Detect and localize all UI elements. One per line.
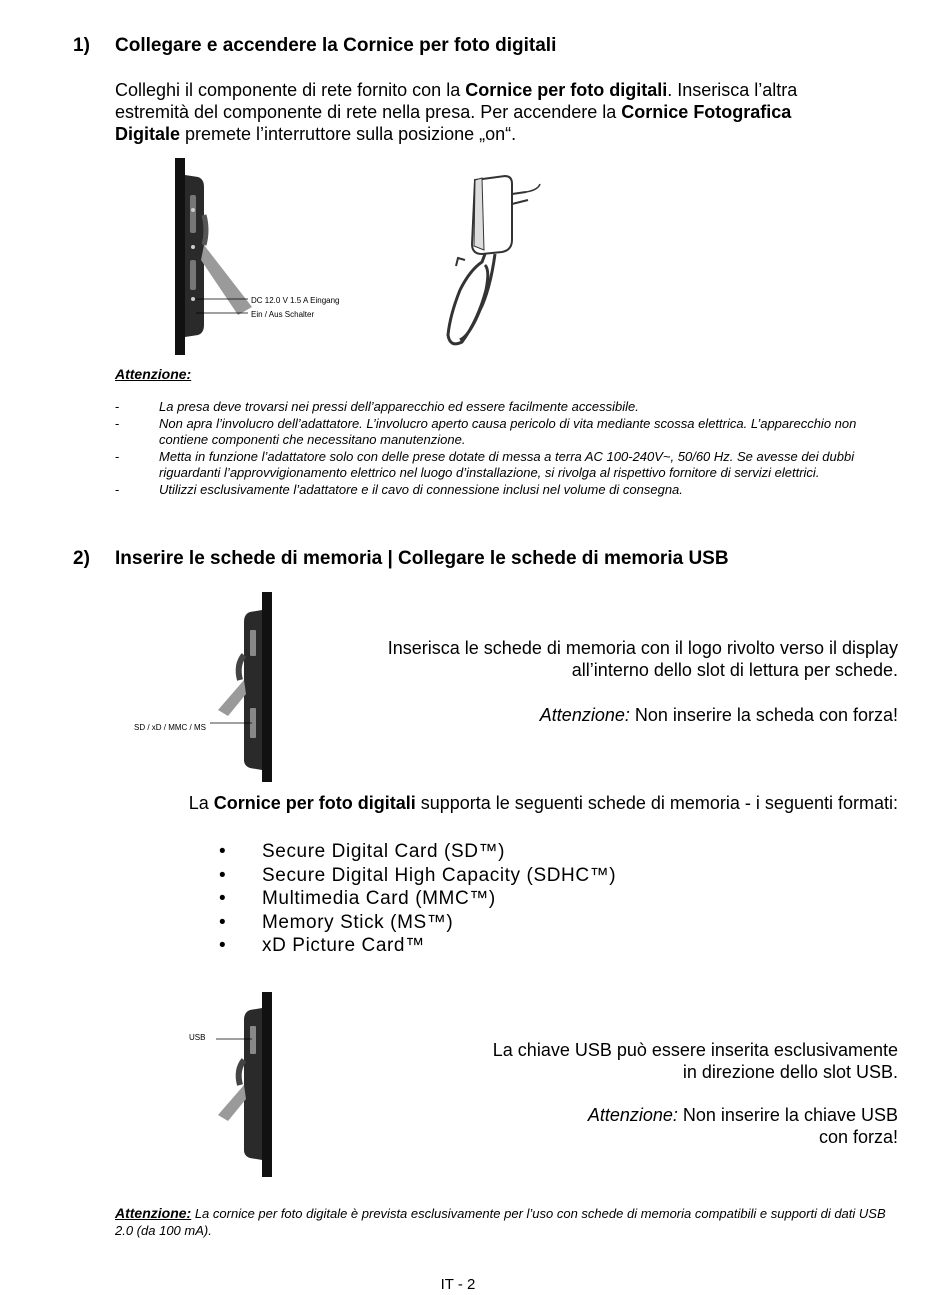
usb-slot-figure — [210, 990, 280, 1180]
dash: - — [115, 448, 120, 464]
bullet: • — [219, 864, 227, 886]
format-text: xD Picture Card™ — [262, 935, 425, 956]
figure-label-usb: USB — [189, 1033, 206, 1042]
figure-label-dc-input: DC 12.0 V 1.5 A Eingang — [251, 296, 340, 305]
para-seg-3: Cornice Fotografica Digitale — [115, 102, 792, 144]
section-1-number: 1) — [73, 35, 90, 56]
usb-attention-line-1 — [300, 1104, 898, 1126]
section-1-paragraph — [115, 79, 855, 145]
power-adapter-figure — [430, 170, 550, 355]
warning-text: Non apra l’involucro dell’adattatore. L’involucro aperto causa pericolo di vita mediante scossa elettrica. L’apparecchio non contiene componenti che necessitano manutenzione. — [159, 415, 857, 447]
footer-attention — [115, 1205, 895, 1239]
format-item — [219, 934, 616, 958]
section-2-title: Inserire le schede di memoria | Collegare le schede di memoria USB — [115, 548, 729, 569]
supported-formats-intro — [100, 792, 898, 814]
warning-item — [115, 399, 899, 416]
figure-label-card-types: SD / xD / MMC / MS — [134, 723, 206, 732]
usb-attention-label: Attenzione: — [587, 1105, 678, 1125]
section-2-number: 2) — [73, 548, 90, 569]
dash: - — [115, 399, 120, 414]
bullet: • — [219, 841, 227, 862]
attention-heading: Attenzione: — [115, 366, 192, 382]
format-text: Multimedia Card (MMC™) — [262, 888, 496, 909]
warning-text: La presa deve trovarsi nei pressi dell’apparecchio ed essere facilmente accessibile. — [159, 399, 639, 414]
footer-attention-label: Attenzione: — [115, 1205, 192, 1221]
format-item — [219, 864, 616, 888]
warning-item — [115, 449, 899, 482]
intro-post: supporta le seguenti schede di memoria - i seguenti formati: — [415, 793, 898, 813]
card-slot-figure — [210, 590, 280, 785]
usb-attention-line-2: con forza! — [818, 1127, 898, 1147]
card-instruction-line-2: all’interno dello slot di lettura per schede. — [571, 660, 898, 680]
format-item — [219, 887, 616, 911]
card-attention-text: Non inserire la scheda con forza! — [629, 705, 898, 725]
intro-pre: La — [188, 793, 214, 813]
format-item — [219, 840, 616, 864]
format-text: Secure Digital High Capacity (SDHC™) — [262, 864, 617, 886]
dash: - — [115, 481, 120, 497]
frame-side-view-figure — [168, 155, 368, 360]
para-seg-1: Cornice per foto digitali — [465, 80, 668, 100]
format-item — [219, 911, 616, 935]
section-1-title: Collegare e accendere la Cornice per foto digitali — [115, 35, 557, 56]
page-number: IT - 2 — [440, 1276, 476, 1293]
dash: - — [115, 415, 120, 431]
format-text: Secure Digital Card (SD™) — [262, 841, 506, 862]
warning-item — [115, 482, 899, 499]
figure-label-on-off: Ein / Aus Schalter — [251, 310, 315, 319]
format-text: Memory Stick (MS™) — [262, 911, 454, 933]
intro-bold: Cornice per foto digitali — [213, 793, 416, 813]
bullet: • — [219, 935, 227, 956]
bullet: • — [219, 888, 227, 909]
para-seg-2: . Inserisca l’altra estremità del componente di rete nella presa. Per accendere la — [115, 80, 798, 122]
para-seg-4: premete l’interruttore sulla posizione „on“. — [180, 124, 517, 144]
warning-text: Metta in funzione l’adattatore solo con delle prese dotate di messa a terra AC 100-240V~, 50/60 Hz. Se avesse dei dubbi riguardanti l’approvvigionamento elettrico nel luogo d’installazione, si rivolga al rispettivo fornitore di servizi elettrici. — [159, 448, 855, 480]
card-attention-label: Attenzione: — [539, 705, 630, 725]
card-instruction-line-1: Inserisca le schede di memoria con il logo rivolto verso il display — [387, 638, 898, 658]
usb-instruction-line-2: in direzione dello slot USB. — [682, 1062, 898, 1082]
usb-instruction-line-1: La chiave USB può essere inserita esclusivamente — [492, 1040, 898, 1060]
warning-list — [115, 399, 899, 498]
formats-list — [219, 840, 616, 958]
footer-attention-text: La cornice per foto digitale è prevista esclusivamente per l’uso con schede di memoria compatibili e supporti di dati USB 2.0 (da 100 mA). — [115, 1206, 886, 1238]
bullet: • — [219, 911, 227, 933]
usb-attention-text: Non inserire la chiave USB — [677, 1105, 898, 1125]
card-attention — [300, 704, 898, 726]
para-seg-0: Colleghi il componente di rete fornito con la — [115, 80, 466, 100]
warning-text: Utilizzi esclusivamente l’adattatore e il cavo di connessione inclusi nel volume di consegna. — [159, 481, 683, 497]
warning-item — [115, 416, 899, 449]
